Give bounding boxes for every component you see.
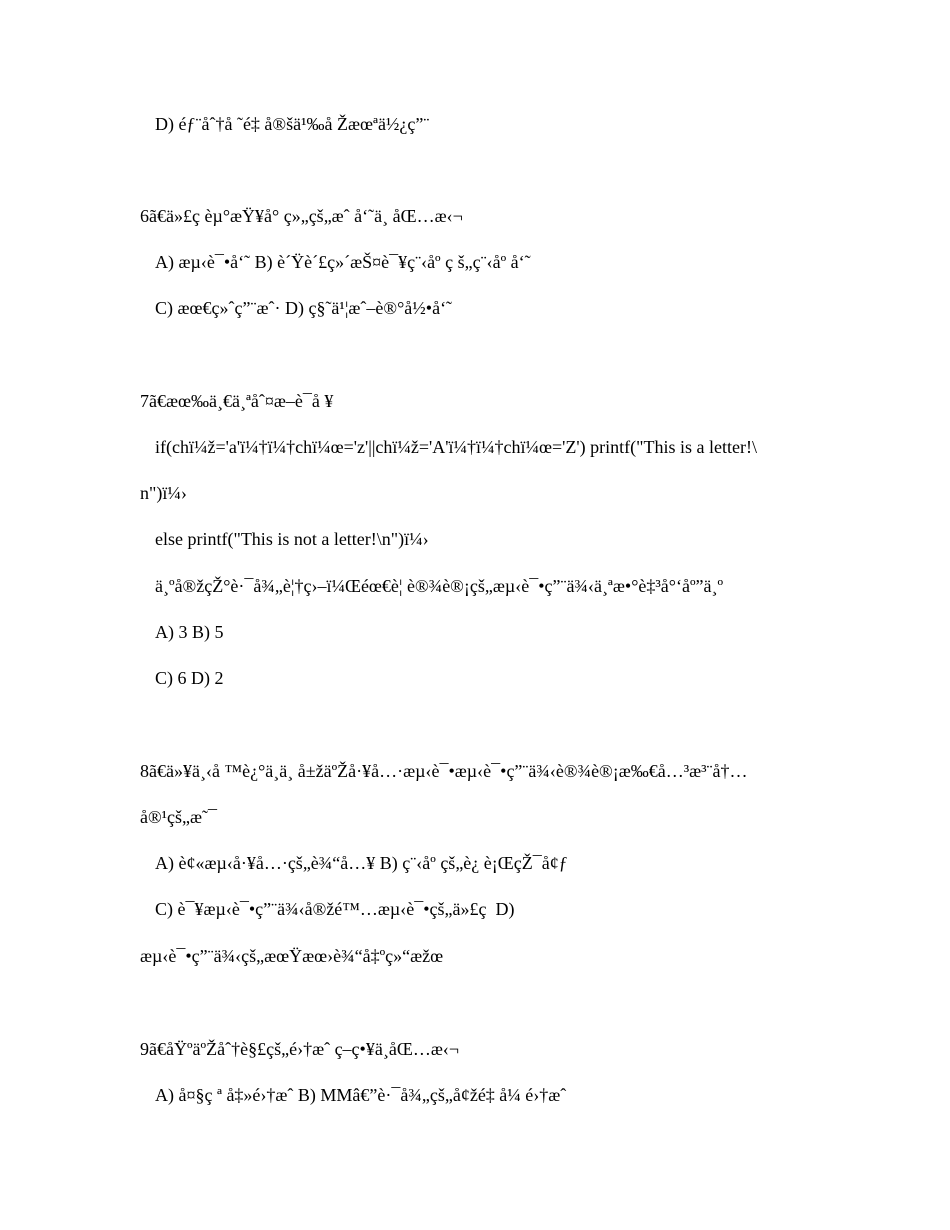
q7-question: ä¸ºå®žçŽ°è·¯å¾„è¦†ç›–ï¼Œéœ€è¦ è®¾è®¡çš„æµ‹è¯•ç”¨ä¾‹ä¸ªæ•°è‡³å°‘åº”ä¸º (155, 576, 724, 596)
q9-options-ab: A) å¤§ç ª å‡»é›†æˆ B) MMâ€”è·¯å¾„çš„å¢žé‡ å¼ é›†æˆ (155, 1085, 567, 1105)
q8-options-ab: A) è¢«æµ‹å·¥å…·çš„è¾“å…¥ B) ç¨‹åº çš„è¿ è¡ŒçŽ¯å¢ƒ (155, 853, 568, 873)
q7-code-line-1-continued: n")ï¼› (140, 483, 187, 503)
q6-options-ab: A) æµ‹è¯•å‘˜ B) è´Ÿè´£ç»´æŠ¤è¯¥ç¨‹åº ç š„ç¨‹åº å‘˜ (155, 252, 531, 272)
q7-code-line-1: if(chï¼ž='a'ï¼†ï¼†chï¼œ='z'||chï¼ž='A'ï¼†ï¼†chï¼œ='Z') printf("This is a letter!\ (155, 437, 757, 457)
q7-code-line-2: else printf("This is not a letter!\n")ï¼› (155, 529, 429, 549)
q7-options-ab: A) 3 B) 5 (155, 622, 224, 642)
q7-stem: 7ã€æœ‰ä¸€ä¸ªåˆ¤æ–è¯å ¥ (140, 391, 334, 411)
q9-stem: 9ã€åŸºäºŽåˆ†è§£çš„é›†æˆ ç–ç•¥ä¸åŒ…æ‹¬ (140, 1039, 459, 1059)
q6-stem: 6ã€ä»£ç èµ°æŸ¥å° ç»„çš„æˆ å‘˜ä¸ åŒ…æ‹¬ (140, 206, 463, 226)
q8-option-d-text: æµ‹è¯•ç”¨ä¾‹çš„æœŸæœ›è¾“å‡ºç»“æžœ (140, 946, 444, 966)
q8-stem-continued: å®¹çš„æ˜¯ (140, 807, 218, 827)
q7-options-cd: C) 6 D) 2 (155, 668, 224, 688)
q5-option-d: D) éƒ¨åˆ†å ˜é‡ å®šä¹‰å Žæœªä½¿ç”¨ (155, 114, 430, 134)
q8-stem: 8ã€ä»¥ä¸‹å ™è¿°ä¸ä¸ å±žäºŽå·¥å…·æµ‹è¯•æµ‹è¯•ç”¨ä¾‹è®¾è®¡æ‰€å…³æ³¨å†… (140, 761, 748, 781)
q6-options-cd: C) æœ€ç»ˆç”¨æˆ· D) ç§˜ä¹¦æˆ–è®°å½•å‘˜ (155, 298, 453, 318)
q8-options-cd: C) è¯¥æµ‹è¯•ç”¨ä¾‹å®žé™…æµ‹è¯•çš„ä»£ç D) (155, 899, 515, 919)
